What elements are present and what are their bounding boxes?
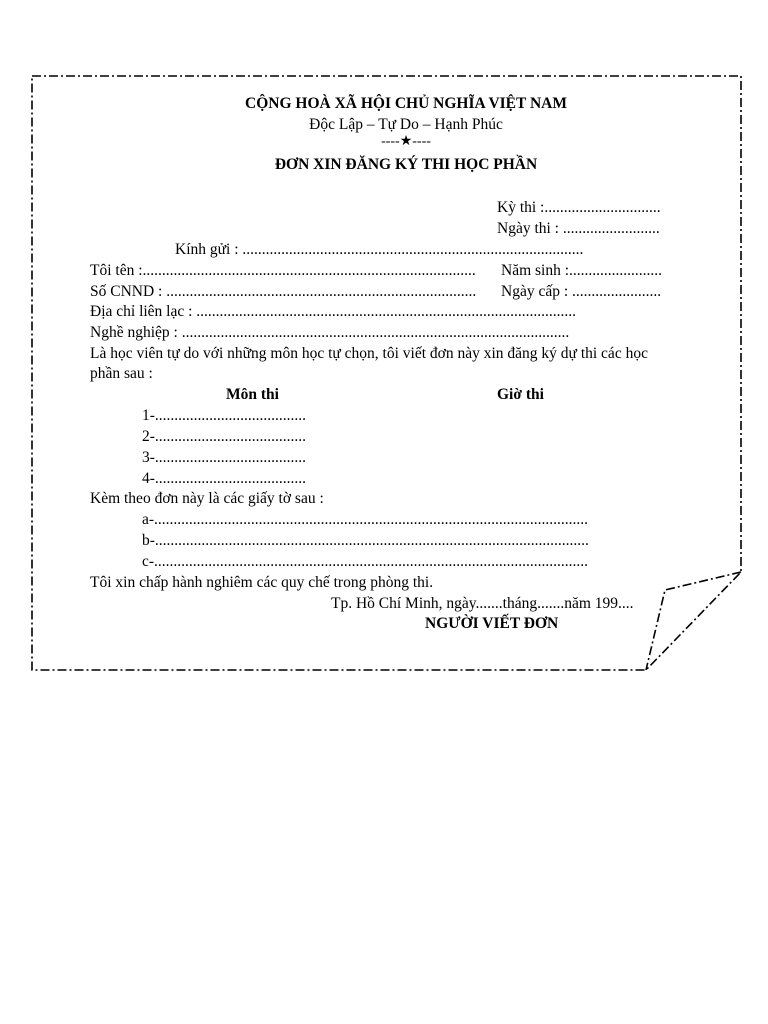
subject-row: 1-....................................... <box>142 407 307 424</box>
signer-label: NGƯỜI VIẾT ĐƠN <box>425 615 559 632</box>
attachment-item: b-................................................................................................................ <box>142 532 589 549</box>
statement-line-1: Là học viên tự do với những môn học tự chọn, tôi viết đơn này xin đăng ký dự thi các học <box>90 345 648 362</box>
exam-session-field: Kỳ thi :.............................. <box>497 199 661 216</box>
birth-year-field: Năm sinh :........................ <box>501 262 663 279</box>
exam-date-field: Ngày thi : ......................... <box>497 220 660 237</box>
attachment-item: c-................................................................................................................ <box>142 553 589 570</box>
id-number-field: Số CNND : ................................................................................ <box>90 283 477 300</box>
subject-row: 2-....................................... <box>142 428 307 445</box>
place-date-line: Tp. Hồ Chí Minh, ngày.......tháng.......năm 199.... <box>331 595 634 612</box>
ornament-star: ----★---- <box>381 134 431 149</box>
subject-row: 4-....................................... <box>142 470 307 487</box>
address-field: Địa chỉ liên lạc : .................................................................................................. <box>90 303 577 320</box>
country-header: CỘNG HOÀ XÃ HỘI CHỦ NGHĨA VIỆT NAM <box>245 95 567 112</box>
attachment-item: a-................................................................................................................ <box>142 511 589 528</box>
statement-line-2: phần sau : <box>90 365 153 382</box>
attachments-intro: Kèm theo đơn này là các giấy tờ sau : <box>90 490 324 507</box>
recipient-field: Kính gửi : ........................................................................................ <box>175 241 584 258</box>
occupation-field: Nghề nghiệp : .................................................................................................... <box>90 324 570 341</box>
commitment-text: Tôi xin chấp hành nghiêm các quy chế trong phòng thi. <box>90 574 434 591</box>
subject-column-header: Môn thi <box>226 386 279 403</box>
time-column-header: Giờ thi <box>497 386 544 403</box>
subject-row: 3-....................................... <box>142 449 307 466</box>
name-field: Tôi tên :...................................................................................... <box>90 262 476 279</box>
form-title: ĐƠN XIN ĐĂNG KÝ THI HỌC PHẦN <box>274 156 538 173</box>
issue-date-field: Ngày cấp : ....................... <box>501 283 662 300</box>
motto: Độc Lập – Tự Do – Hạnh Phúc <box>309 116 503 133</box>
